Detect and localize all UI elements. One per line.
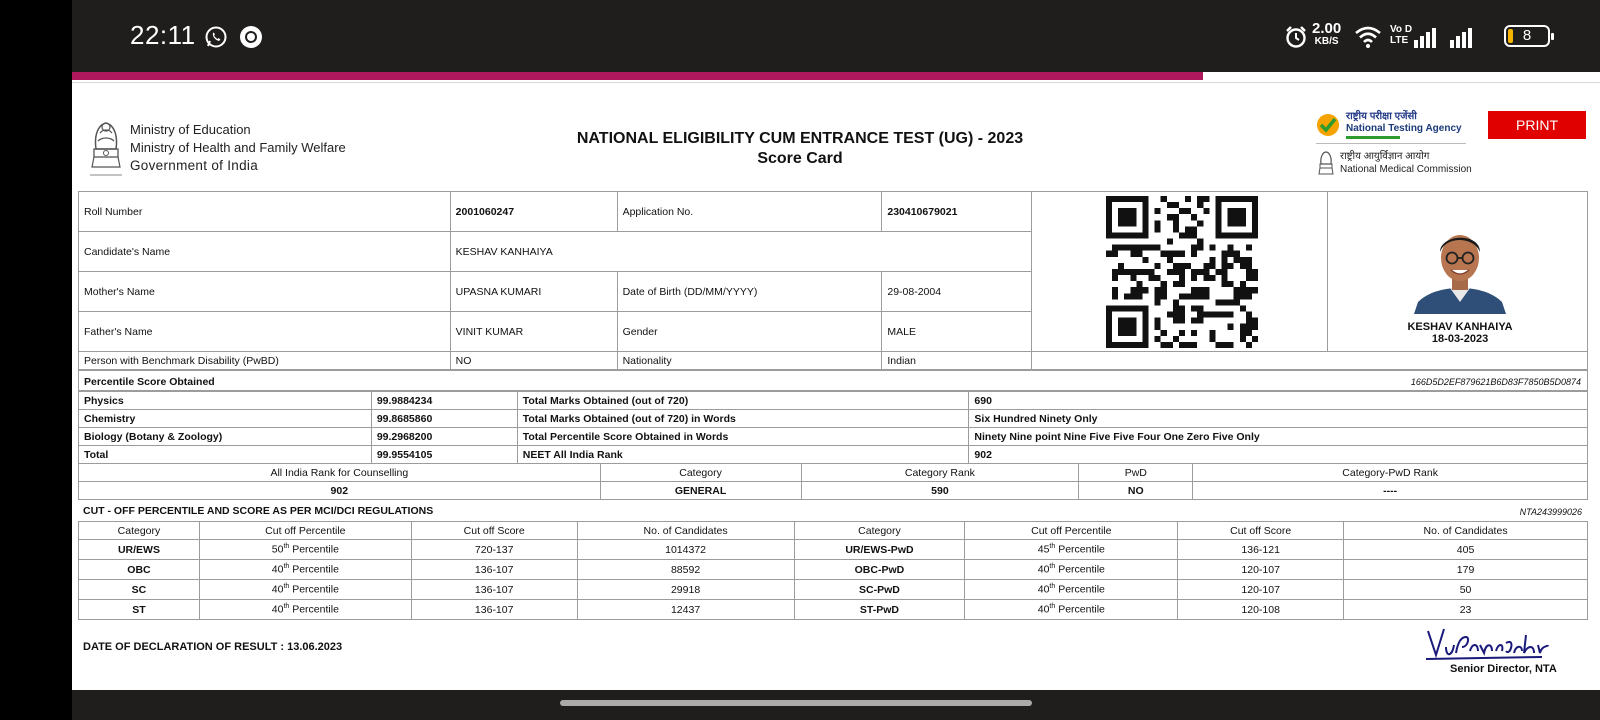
- cutoff-count: 29918: [577, 580, 794, 600]
- cutoff-header: Cut off Percentile: [199, 522, 411, 540]
- rank-value: ----: [1193, 482, 1588, 500]
- cutoff-count-pwd: 23: [1344, 600, 1588, 620]
- mother-name-label: Mother's Name: [79, 272, 451, 312]
- cutoff-header: No. of Candidates: [1344, 522, 1588, 540]
- cutoff-row: [79, 580, 1588, 600]
- cutoff-score: 136-107: [411, 580, 577, 600]
- roll-number-label: Roll Number: [79, 192, 451, 232]
- cutoff-percentile: 40th Percentile: [965, 580, 1178, 600]
- candidate-details-table: [78, 191, 1588, 371]
- cutoff-header: Cut off Score: [1178, 522, 1344, 540]
- rank-value: NO: [1079, 482, 1193, 500]
- score-subject: Biology (Botany & Zoology): [79, 428, 372, 446]
- cutoff-category: UR/EWS: [79, 540, 200, 560]
- cutoff-percentile: 40th Percentile: [199, 560, 411, 580]
- dob-label: Date of Birth (DD/MM/YYYY): [617, 272, 882, 312]
- cutoff-percentile: 40th Percentile: [199, 580, 411, 600]
- candidate-photo: [1414, 218, 1506, 314]
- volte-indicator: Vo D LTE: [1390, 24, 1413, 46]
- nmc-logo: राष्ट्रीय आयुर्विज्ञान आयोग National Medical Commission: [1316, 148, 1476, 178]
- gender-value: MALE: [882, 312, 1032, 352]
- cutoff-code: NTA243999026: [1519, 507, 1582, 517]
- cutoff-category-pwd: OBC-PwD: [794, 560, 965, 580]
- signal-icon: [1448, 24, 1474, 50]
- rank-header: All India Rank for Counselling: [79, 464, 601, 482]
- score-label: Total Marks Obtained (out of 720) in Words: [517, 410, 969, 428]
- record-icon: [238, 24, 264, 50]
- qr-code-icon: [1106, 196, 1258, 348]
- application-no-label: Application No.: [617, 192, 882, 232]
- cutoff-table: [78, 521, 1588, 620]
- whatsapp-icon: [204, 24, 228, 50]
- rank-header: Category-PwD Rank: [1193, 464, 1588, 482]
- cutoff-score-pwd: 120-108: [1178, 600, 1344, 620]
- cutoff-count-pwd: 179: [1344, 560, 1588, 580]
- ashoka-emblem-icon: [86, 113, 126, 183]
- score-percentile: 99.8685860: [371, 410, 517, 428]
- candidate-name-label: Candidate's Name: [79, 232, 451, 272]
- rank-header: PwD: [1079, 464, 1193, 482]
- battery-icon: 8: [1504, 25, 1550, 47]
- score-card: [72, 82, 1600, 690]
- cutoff-score: 720-137: [411, 540, 577, 560]
- cutoff-percentile: 50th Percentile: [199, 540, 411, 560]
- declaration-date: DATE OF DECLARATION OF RESULT : 13.06.2023: [83, 641, 343, 653]
- score-percentile: 99.9554105: [371, 446, 517, 464]
- cutoff-header: Cut off Score: [411, 522, 577, 540]
- score-value: 902: [969, 446, 1588, 464]
- cutoff-header: Category: [79, 522, 200, 540]
- cutoff-row: [79, 540, 1588, 560]
- cutoff-header: No. of Candidates: [577, 522, 794, 540]
- page-title: NATIONAL ELIGIBILITY CUM ENTRANCE TEST (UG) - 2023 Score Card: [576, 130, 1024, 167]
- cutoff-score-pwd: 136-121: [1178, 540, 1344, 560]
- cutoff-percentile: 40th Percentile: [199, 600, 411, 620]
- score-row: [79, 392, 1588, 410]
- score-subject: Physics: [79, 392, 372, 410]
- ministry-names: Ministry of Education Ministry of Health and Family Welfare Government of India: [130, 122, 346, 173]
- director-signature: [1422, 623, 1552, 663]
- cutoff-row: [79, 600, 1588, 620]
- rank-header: Category: [600, 464, 801, 482]
- cutoff-count: 12437: [577, 600, 794, 620]
- nmc-emblem-icon: [1316, 148, 1336, 178]
- score-value: 690: [969, 392, 1588, 410]
- score-row: [79, 446, 1588, 464]
- rank-value: 902: [79, 482, 601, 500]
- pwbd-label: Person with Benchmark Disability (PwBD): [79, 352, 451, 371]
- score-subject: Chemistry: [79, 410, 372, 428]
- cutoff-category-pwd: ST-PwD: [794, 600, 965, 620]
- rank-value: 590: [801, 482, 1079, 500]
- cutoff-percentile: 45th Percentile: [965, 540, 1178, 560]
- father-name-value: VINIT KUMAR: [450, 312, 617, 352]
- cutoff-row: [79, 560, 1588, 580]
- percentile-heading: Percentile Score Obtained 166D5D2EF879621B6D83F7850B5D0874: [78, 369, 1588, 391]
- gender-label: Gender: [617, 312, 882, 352]
- score-label: Total Percentile Score Obtained in Words: [517, 428, 969, 446]
- cutoff-count-pwd: 50: [1344, 580, 1588, 600]
- cutoff-score-pwd: 120-107: [1178, 580, 1344, 600]
- cutoff-category-pwd: SC-PwD: [794, 580, 965, 600]
- home-gesture-handle[interactable]: [560, 700, 1032, 706]
- nta-check-icon: [1316, 113, 1340, 137]
- score-percentile: 99.9884234: [371, 392, 517, 410]
- cutoff-percentile: 40th Percentile: [965, 600, 1178, 620]
- result-hash: 166D5D2EF879621B6D83F7850B5D0874: [1410, 377, 1581, 387]
- cutoff-count-pwd: 405: [1344, 540, 1588, 560]
- cutoff-category-pwd: UR/EWS-PwD: [794, 540, 965, 560]
- score-label: NEET All India Rank: [517, 446, 969, 464]
- navigation-bar: [72, 690, 1600, 720]
- print-button[interactable]: PRINT: [1488, 111, 1586, 139]
- nationality-value: Indian: [882, 352, 1032, 371]
- cutoff-category: OBC: [79, 560, 200, 580]
- nationality-label: Nationality: [617, 352, 882, 371]
- nta-logo: राष्ट्रीय परीक्षा एजेंसी National Testing Agency: [1316, 111, 1476, 139]
- cutoff-score-pwd: 120-107: [1178, 560, 1344, 580]
- agency-logos: [1316, 111, 1476, 178]
- candidate-name-value: KESHAV KANHAIYA: [450, 232, 1032, 272]
- wifi-icon: [1354, 24, 1382, 50]
- application-no-value: 230410679021: [882, 192, 1032, 232]
- cutoff-score: 136-107: [411, 600, 577, 620]
- status-bar: [72, 0, 1600, 72]
- alarm-icon: [1284, 24, 1308, 50]
- roll-number-value: 2001060247: [450, 192, 617, 232]
- cutoff-header: Category: [794, 522, 965, 540]
- cutoff-heading: CUT - OFF PERCENTILE AND SCORE AS PER MCI/DCI REGULATIONS NTA243999026: [83, 505, 1582, 517]
- score-value: Ninety Nine point Nine Five Five Four One Zero Five Only: [969, 428, 1588, 446]
- signal-icon: [1412, 24, 1438, 50]
- score-percentile: 99.2968200: [371, 428, 517, 446]
- qr-code-cell: [1032, 192, 1328, 352]
- cutoff-count: 1014372: [577, 540, 794, 560]
- cutoff-score: 136-107: [411, 560, 577, 580]
- score-row: [79, 410, 1588, 428]
- mother-name-value: UPASNA KUMARI: [450, 272, 617, 312]
- photo-caption-date: 18-03-2023: [1431, 333, 1489, 345]
- cutoff-category: ST: [79, 600, 200, 620]
- cutoff-percentile: 40th Percentile: [965, 560, 1178, 580]
- rank-value: GENERAL: [600, 482, 801, 500]
- father-name-label: Father's Name: [79, 312, 451, 352]
- network-speed: 2.00 KB/S: [1312, 20, 1342, 47]
- rank-header: Category Rank: [801, 464, 1079, 482]
- dob-value: 29-08-2004: [882, 272, 1032, 312]
- page-load-progress: [72, 72, 1600, 82]
- photo-cell: [1328, 192, 1588, 352]
- signatory-title: Senior Director, NTA: [1450, 663, 1557, 675]
- pwbd-value: NO: [450, 352, 617, 371]
- score-label: Total Marks Obtained (out of 720): [517, 392, 969, 410]
- cutoff-category: SC: [79, 580, 200, 600]
- cutoff-header: Cut off Percentile: [965, 522, 1178, 540]
- score-table: [78, 391, 1588, 464]
- government-logo-block: [86, 113, 346, 183]
- rank-table: [78, 463, 1588, 500]
- score-subject: Total: [79, 446, 372, 464]
- cutoff-count: 88592: [577, 560, 794, 580]
- photo-caption-name: KESHAV KANHAIYA: [1407, 321, 1513, 333]
- score-value: Six Hundred Ninety Only: [969, 410, 1588, 428]
- progress-fill: [72, 72, 1203, 80]
- score-row: [79, 428, 1588, 446]
- clock: 22:11: [130, 20, 196, 50]
